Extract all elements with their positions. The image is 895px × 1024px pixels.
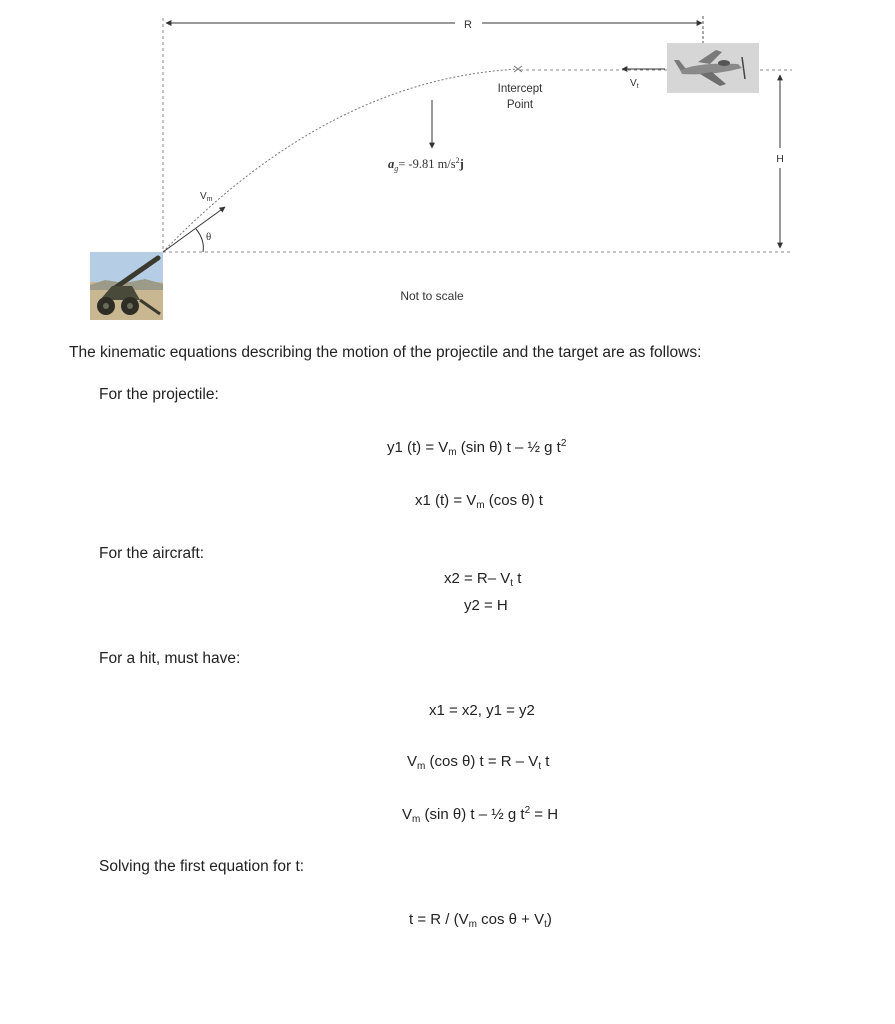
equation-x1: x1 $(t) = V_m$ (cos θ) t <box>415 492 543 511</box>
intercept-point-marker <box>514 66 522 72</box>
aircraft-photo-icon <box>667 43 759 93</box>
equation-horizontal-match: $V_m$ (cos θ) $t = R - V_t$ t <box>407 753 550 772</box>
range-label: R <box>464 19 472 31</box>
target-velocity-label: $V_t$ <box>630 78 639 90</box>
howitzer-cannon-icon <box>90 252 163 320</box>
equation-hit-condition: x1 = x2, y1 = y2 <box>429 702 535 719</box>
equation-x2: x2 = R– $V_t$ t <box>444 570 522 589</box>
projectile-diagram <box>0 0 895 330</box>
equation-vertical-match: $V_m$ (sin θ) t – ½ g $t^2 = H$ <box>402 805 559 825</box>
equation-time-solution: $t = R / (V_m$ $\cos \theta + V_t$) <box>409 911 552 930</box>
equation-y2: y2 = H <box>464 597 508 614</box>
projectile-heading: For the projectile: <box>99 386 219 403</box>
solving-heading: Solving the first equation for t: <box>99 858 305 875</box>
muzzle-velocity-vector <box>163 207 225 252</box>
intercept-label-line1: Intercept <box>497 83 543 95</box>
aircraft-heading: For the aircraft: <box>99 545 205 562</box>
scale-note: Not to scale <box>400 289 464 303</box>
intro-text: The kinematic equations describing the motion of the projectile and the target are as follows: <box>69 344 702 361</box>
projectile-trajectory <box>163 69 520 252</box>
muzzle-velocity-label: $V_m$ <box>200 191 213 203</box>
equation-y1: y1 $(t) = V_m$ (sin θ) t – ½ g $t^2$ <box>387 438 567 458</box>
angle-label: θ <box>206 231 212 243</box>
gravity-label: $a_g= -9.81$ $m/s^2j$ <box>388 156 464 173</box>
intercept-label-line2: Point <box>506 99 534 111</box>
hit-heading: For a hit, must have: <box>99 650 241 667</box>
launch-angle-arc <box>196 229 203 252</box>
height-label: H <box>776 153 784 165</box>
